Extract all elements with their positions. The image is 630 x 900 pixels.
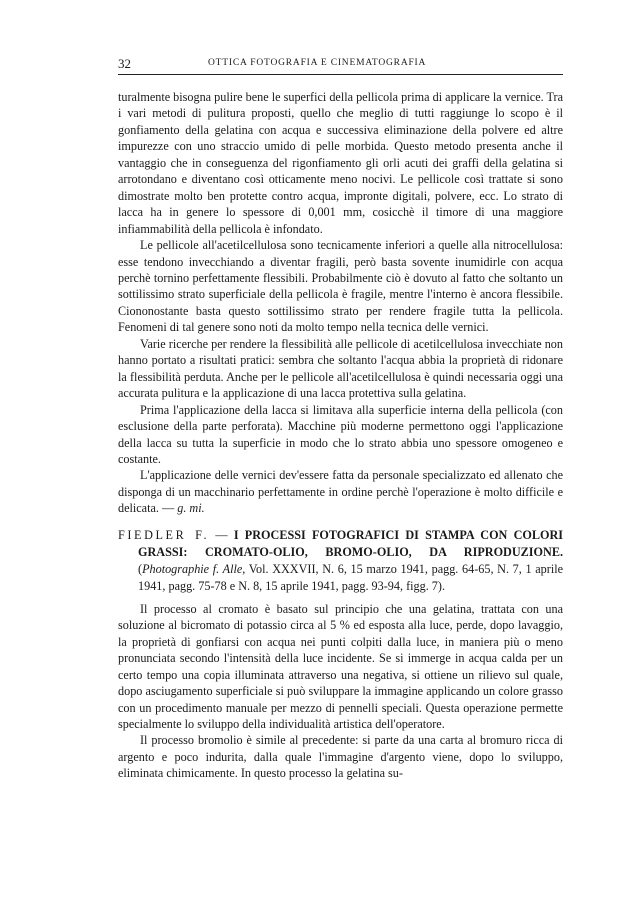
author-signature: g. mi. — [177, 501, 205, 516]
citation-details: Vol. XXXVII, N. 6, 15 marzo 1941, pagg. 64-65, N. 7, 1 aprile 1941, pagg. 75-78 e N. 8, 15 aprile 1941, pagg. 93-94, figg. 7). — [138, 561, 563, 593]
running-title: OTTICA FOTOGRAFIA E CINEMATOGRAFIA — [208, 58, 427, 68]
citation-dash: — — [215, 527, 228, 542]
article-continuation — [118, 89, 563, 517]
paragraph-with-signature — [118, 467, 563, 516]
page-number: 32 — [118, 56, 131, 71]
paragraph: Il processo bromolio è simile al precedente: si parte da una carta al bromuro ricca di argento e poco indurita, dalla quale l'immagine d'argento viene, dopo lo sviluppo, eliminata chimicamente. In questo processo la gelatina su- — [118, 733, 563, 781]
paragraph-text: L'applicazione delle vernici dev'essere fatta da personale specializzato ed allenato che disponga di un macchinario perfettamente in ordine perchè l'operazione è molto difficile e delicata. — — [118, 468, 563, 516]
article-body — [118, 601, 563, 782]
article-citation: FIEDLER F. — I PROCESSI FOTOGRAFICI DI STAMPA CON COLORI GRASSI: CROMATO-OLIO, BROMO-OLIO, DA RIPRODUZIONE. (Photographie f. Alle, Vol. XXXVII, N. 6, 15 marzo 1941, pagg. 64-65, N. 7, 1 aprile 1941, pagg. 75-78 e N. 8, 15 aprile 1941, pagg. 93-94, figg. 7). — [118, 527, 564, 593]
publication-name: Photographie f. Alle, — [142, 561, 246, 576]
article-author: FIEDLER F. — [118, 527, 210, 542]
paragraph: Il processo al cromato è basato sul principio che una gelatina, trattata con una soluzione al bicromato di potassio circa al 5 % ed esposta alla luce, perde, dopo lavaggio, la proprietà di gonfiarsi con acqua nei punti colpiti dalla luce, in maniera più o meno pronunciata secondo l'intensità della luce incidente. Se si immerge in acqua calda per un certo tempo una copia illuminata attraverso una negativa, si ottiene un rilievo sul quale, dopo asciugamento superficiale si può sviluppare la immagine applicando un colore grasso con un procedimento manuale per mezzo di pennelli speciali. Questa operazione permette specialmente lo sviluppo della individualità artistica dell'operatore. — [118, 601, 563, 731]
paragraph: Le pellicole all'acetilcellulosa sono tecnicamente inferiori a quelle alla nitrocellulosa: esse tendono invecchiando a diventar fragili, però basta sovente inumidirle con acqua perchè tornino perfettamente flessibili. Probabilmente ciò è dovuto al fatto che soltanto un sottilissimo strato superficiale della pellicola è fragile, mentre l'interno è ancora flessibile. Ciononostante basta questo sottilissimo strato per rendere fragile tutta la pellicola. Fenomeni di tal genere sono noti da molto tempo nella tecnica delle vernici. — [118, 238, 563, 335]
paragraph: Prima l'applicazione della lacca si limitava alla superficie interna della pellicola (con esclusione della parte perforata). Macchine più moderne permettono oggi l'applicazione della lacca su tutta la superficie in modo che lo strato abbia uno spessore omogeneo e costante. — [118, 402, 563, 466]
page-header — [118, 56, 563, 75]
paragraph: Varie ricerche per rendere la flessibilità alle pellicole di acetilcellulosa invecchiate non hanno portato a risultati pratici: sembra che soltanto l'acqua abbia la proprietà di ridonare la flessibilità perduta. Anche per le pellicole all'acetilcellulosa è quindi necessaria oggi una accurata pulitura e la applicazione di una lacca protettiva sulla gelatina. — [118, 336, 563, 401]
journal-page — [118, 56, 563, 782]
article-title: I PROCESSI FOTOGRAFICI DI STAMPA CON COLORI GRASSI: CROMATO-OLIO, BROMO-OLIO, DA RIPRODUZIONE. — [138, 527, 564, 559]
paragraph: turalmente bisogna pulire bene le superfici della pellicola prima di applicare la vernice. Tra i vari metodi di pulitura proposti, quello che meglio di tutti raggiunge lo scopo è il gonfiamento della gelatina con acqua e successiva eliminazione della polvere ed altre impurezze con uno straccio umido di pelle morbida. Questo metodo presenta anche il vantaggio che in conseguenza del rigonfiamento gli orli acuti dei graffi della gelatina si arrotondano e diventano così otticamente meno nocivi. Le pellicole così trattate si sono dimostrate molto ben protette contro acqua, impronte digitali, polvere, ecc. Lo strato di lacca ha in genere lo spessore di 0,001 mm, cosicchè il timore di una maggiore infiammabilità della pellicola è infondato. — [118, 90, 563, 236]
